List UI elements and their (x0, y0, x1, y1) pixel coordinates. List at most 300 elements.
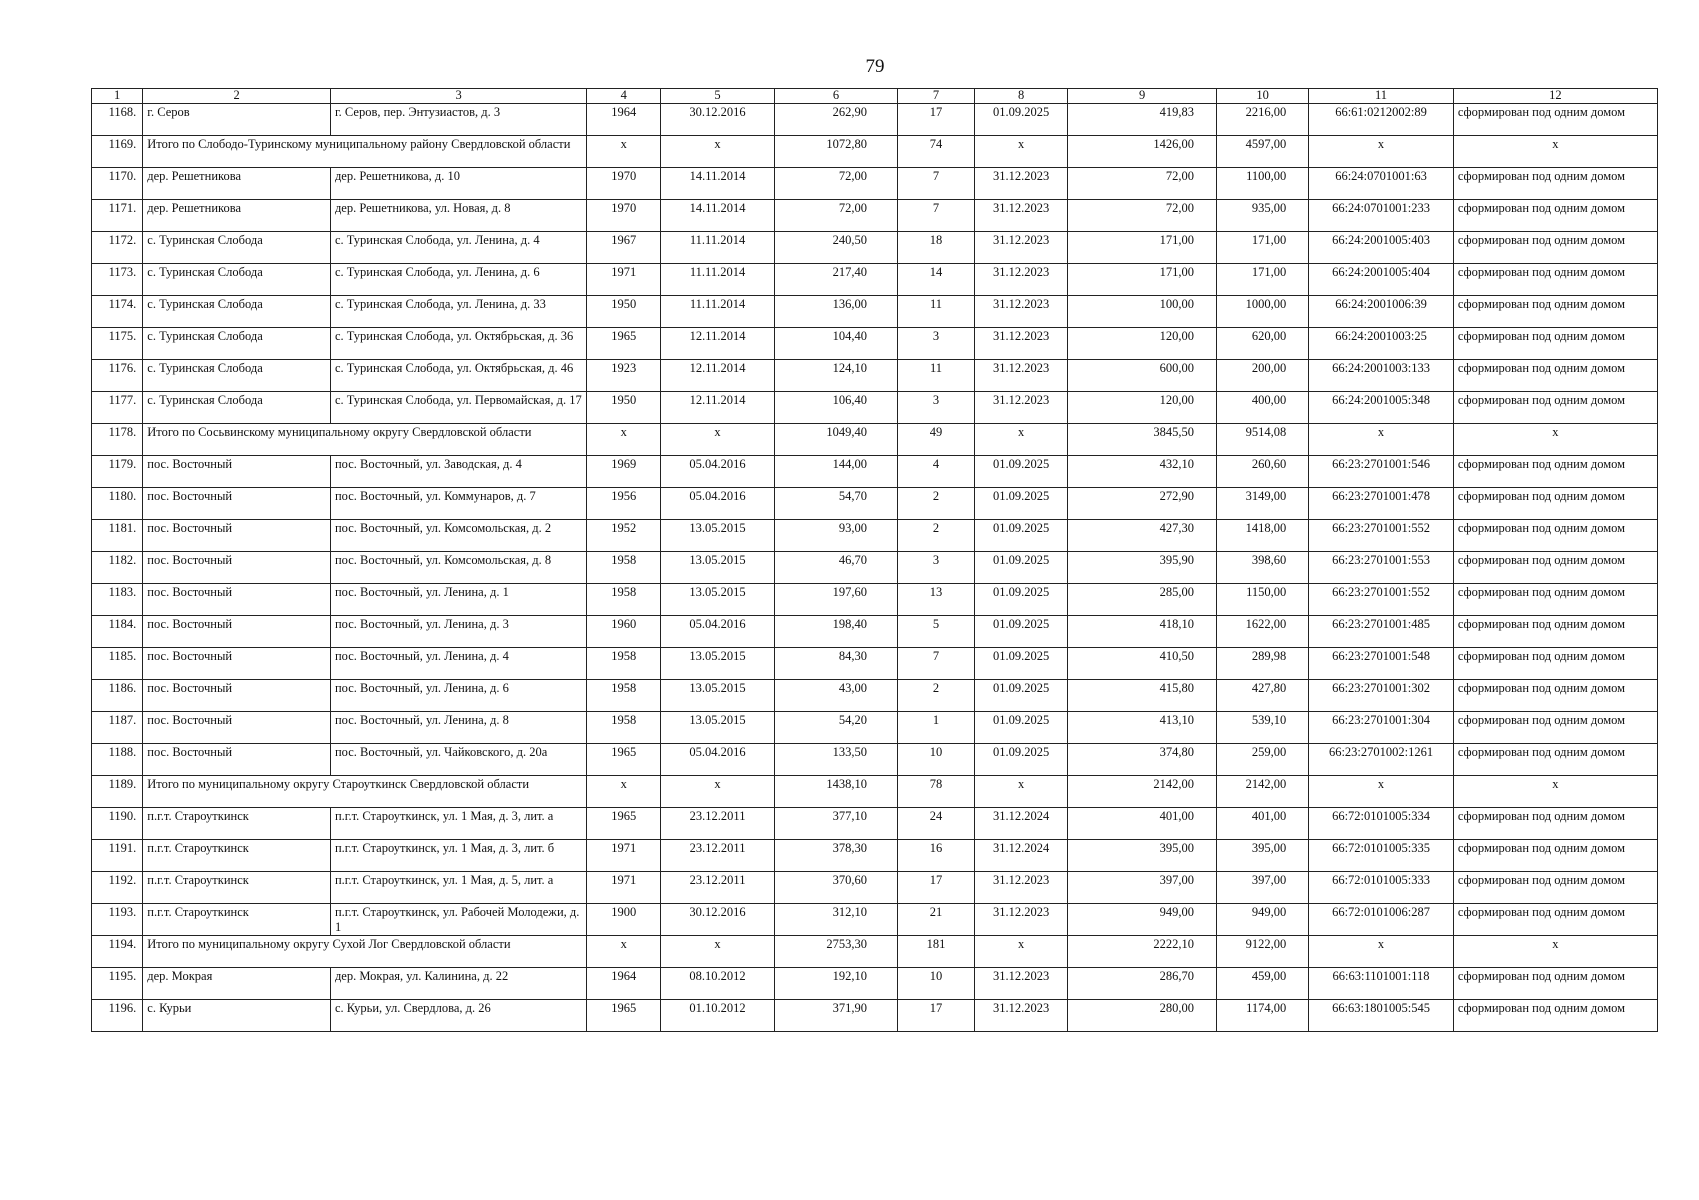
value-col9-cell: 171,00 (1068, 264, 1217, 296)
value-col10-cell: 289,98 (1216, 648, 1308, 680)
deadline-cell: 01.09.2025 (974, 552, 1067, 584)
table-row (92, 168, 1658, 200)
address-cell: с. Туринская Слобода, ул. Октябрьская, д. 46 (330, 360, 586, 392)
value-col10-cell: 397,00 (1216, 872, 1308, 904)
note-cell: x (1453, 936, 1657, 968)
year-cell: 1964 (587, 968, 661, 1000)
housing-table (91, 88, 1658, 1032)
row-number: 1178. (92, 424, 143, 456)
settlement-cell: п.г.т. Староуткинск (143, 808, 331, 840)
row-number: 1179. (92, 456, 143, 488)
residents-cell: 2 (898, 680, 975, 712)
area-cell: 1072,80 (774, 136, 897, 168)
value-col9-cell: 120,00 (1068, 392, 1217, 424)
total-row (92, 776, 1658, 808)
residents-cell: 74 (898, 136, 975, 168)
deadline-cell: 31.12.2024 (974, 840, 1067, 872)
table-row (92, 104, 1658, 136)
note-cell: сформирован под одним домом (1453, 392, 1657, 424)
table-row (92, 744, 1658, 776)
note-cell: x (1453, 424, 1657, 456)
year-cell: 1900 (587, 904, 661, 936)
settlement-cell: пос. Восточный (143, 712, 331, 744)
value-col10-cell: 260,60 (1216, 456, 1308, 488)
deadline-cell: 31.12.2024 (974, 808, 1067, 840)
date-cell: 30.12.2016 (661, 104, 775, 136)
row-number: 1175. (92, 328, 143, 360)
table-row (92, 552, 1658, 584)
row-number: 1169. (92, 136, 143, 168)
cadastral-number-cell: 66:23:2701001:548 (1309, 648, 1454, 680)
value-col9-cell: 2222,10 (1068, 936, 1217, 968)
cadastral-number-cell: 66:72:0101005:333 (1309, 872, 1454, 904)
note-cell: сформирован под одним домом (1453, 296, 1657, 328)
value-col9-cell: 280,00 (1068, 1000, 1217, 1032)
address-cell: пос. Восточный, ул. Ленина, д. 8 (330, 712, 586, 744)
table-row (92, 616, 1658, 648)
date-cell: 13.05.2015 (661, 712, 775, 744)
area-cell: 144,00 (774, 456, 897, 488)
deadline-cell: 31.12.2023 (974, 232, 1067, 264)
value-col10-cell: 935,00 (1216, 200, 1308, 232)
settlement-cell: г. Серов (143, 104, 331, 136)
year-cell: 1958 (587, 648, 661, 680)
deadline-cell: 31.12.2023 (974, 328, 1067, 360)
note-cell: сформирован под одним домом (1453, 200, 1657, 232)
value-col9-cell: 2142,00 (1068, 776, 1217, 808)
deadline-cell: 31.12.2023 (974, 392, 1067, 424)
settlement-cell: п.г.т. Староуткинск (143, 840, 331, 872)
deadline-cell: 31.12.2023 (974, 200, 1067, 232)
area-cell: 2753,30 (774, 936, 897, 968)
row-number: 1177. (92, 392, 143, 424)
total-row (92, 424, 1658, 456)
value-col10-cell: 171,00 (1216, 232, 1308, 264)
date-cell: 01.10.2012 (661, 1000, 775, 1032)
deadline-cell: x (974, 776, 1067, 808)
date-cell: 12.11.2014 (661, 392, 775, 424)
note-cell: сформирован под одним домом (1453, 264, 1657, 296)
row-number: 1170. (92, 168, 143, 200)
year-cell: 1971 (587, 840, 661, 872)
year-cell: x (587, 424, 661, 456)
address-cell: п.г.т. Староуткинск, ул. 1 Мая, д. 3, лит. а (330, 808, 586, 840)
value-col10-cell: 2142,00 (1216, 776, 1308, 808)
value-col9-cell: 419,83 (1068, 104, 1217, 136)
table-row (92, 808, 1658, 840)
date-cell: 11.11.2014 (661, 264, 775, 296)
value-col10-cell: 398,60 (1216, 552, 1308, 584)
page-number: 79 (865, 56, 885, 77)
deadline-cell: 01.09.2025 (974, 680, 1067, 712)
cadastral-number-cell: 66:23:2701001:304 (1309, 712, 1454, 744)
column-header: 2 (143, 89, 331, 104)
cadastral-number-cell: x (1309, 936, 1454, 968)
year-cell: 1967 (587, 232, 661, 264)
row-number: 1173. (92, 264, 143, 296)
value-col9-cell: 949,00 (1068, 904, 1217, 936)
table-row (92, 488, 1658, 520)
row-number: 1168. (92, 104, 143, 136)
row-number: 1192. (92, 872, 143, 904)
residents-cell: 24 (898, 808, 975, 840)
column-header: 7 (898, 89, 975, 104)
deadline-cell: x (974, 424, 1067, 456)
value-col9-cell: 427,30 (1068, 520, 1217, 552)
residents-cell: 11 (898, 360, 975, 392)
date-cell: 12.11.2014 (661, 328, 775, 360)
residents-cell: 78 (898, 776, 975, 808)
cadastral-number-cell: 66:72:0101005:334 (1309, 808, 1454, 840)
value-col9-cell: 171,00 (1068, 232, 1217, 264)
cadastral-number-cell: 66:23:2701001:552 (1309, 584, 1454, 616)
area-cell: 72,00 (774, 168, 897, 200)
year-cell: 1965 (587, 744, 661, 776)
row-number: 1183. (92, 584, 143, 616)
year-cell: 1923 (587, 360, 661, 392)
year-cell: 1971 (587, 872, 661, 904)
area-cell: 124,10 (774, 360, 897, 392)
row-number: 1184. (92, 616, 143, 648)
value-col10-cell: 2216,00 (1216, 104, 1308, 136)
note-cell: сформирован под одним домом (1453, 712, 1657, 744)
address-cell: пос. Восточный, ул. Ленина, д. 4 (330, 648, 586, 680)
settlement-cell: с. Туринская Слобода (143, 392, 331, 424)
note-cell: сформирован под одним домом (1453, 808, 1657, 840)
cadastral-number-cell: x (1309, 424, 1454, 456)
year-cell: x (587, 936, 661, 968)
note-cell: сформирован под одним домом (1453, 520, 1657, 552)
deadline-cell: 01.09.2025 (974, 456, 1067, 488)
note-cell: x (1453, 776, 1657, 808)
settlement-cell: с. Курьи (143, 1000, 331, 1032)
table-row (92, 584, 1658, 616)
row-number: 1185. (92, 648, 143, 680)
year-cell: 1958 (587, 712, 661, 744)
area-cell: 312,10 (774, 904, 897, 936)
row-number: 1196. (92, 1000, 143, 1032)
address-cell: п.г.т. Староуткинск, ул. Рабочей Молодежи, д. 1 (330, 904, 586, 936)
column-header: 10 (1216, 89, 1308, 104)
note-cell: сформирован под одним домом (1453, 872, 1657, 904)
cadastral-number-cell: 66:23:2701001:478 (1309, 488, 1454, 520)
residents-cell: 49 (898, 424, 975, 456)
settlement-cell: с. Туринская Слобода (143, 264, 331, 296)
address-cell: пос. Восточный, ул. Ленина, д. 3 (330, 616, 586, 648)
deadline-cell: 01.09.2025 (974, 520, 1067, 552)
table-row (92, 200, 1658, 232)
area-cell: 198,40 (774, 616, 897, 648)
address-cell: пос. Восточный, ул. Комсомольская, д. 8 (330, 552, 586, 584)
value-col9-cell: 432,10 (1068, 456, 1217, 488)
note-cell: сформирован под одним домом (1453, 680, 1657, 712)
date-cell: 05.04.2016 (661, 744, 775, 776)
area-cell: 106,40 (774, 392, 897, 424)
value-col10-cell: 620,00 (1216, 328, 1308, 360)
area-cell: 84,30 (774, 648, 897, 680)
value-col9-cell: 395,90 (1068, 552, 1217, 584)
date-cell: 30.12.2016 (661, 904, 775, 936)
cadastral-number-cell: 66:24:2001005:404 (1309, 264, 1454, 296)
area-cell: 1049,40 (774, 424, 897, 456)
area-cell: 136,00 (774, 296, 897, 328)
value-col9-cell: 413,10 (1068, 712, 1217, 744)
deadline-cell: 01.09.2025 (974, 488, 1067, 520)
deadline-cell: 31.12.2023 (974, 360, 1067, 392)
deadline-cell: 01.09.2025 (974, 712, 1067, 744)
date-cell: 13.05.2015 (661, 520, 775, 552)
date-cell: x (661, 936, 775, 968)
year-cell: 1958 (587, 584, 661, 616)
value-col10-cell: 401,00 (1216, 808, 1308, 840)
value-col9-cell: 286,70 (1068, 968, 1217, 1000)
deadline-cell: x (974, 936, 1067, 968)
area-cell: 262,90 (774, 104, 897, 136)
area-cell: 371,90 (774, 1000, 897, 1032)
row-number: 1174. (92, 296, 143, 328)
column-header: 6 (774, 89, 897, 104)
value-col10-cell: 9514,08 (1216, 424, 1308, 456)
row-number: 1189. (92, 776, 143, 808)
residents-cell: 1 (898, 712, 975, 744)
note-cell: сформирован под одним домом (1453, 840, 1657, 872)
year-cell: 1965 (587, 808, 661, 840)
note-cell: сформирован под одним домом (1453, 104, 1657, 136)
deadline-cell: 31.12.2023 (974, 168, 1067, 200)
year-cell: 1970 (587, 168, 661, 200)
year-cell: 1952 (587, 520, 661, 552)
value-col9-cell: 401,00 (1068, 808, 1217, 840)
settlement-cell: пос. Восточный (143, 680, 331, 712)
residents-cell: 5 (898, 616, 975, 648)
note-cell: сформирован под одним домом (1453, 232, 1657, 264)
total-title-cell: Итого по муниципальному округу Сухой Лог Свердловской области (143, 936, 587, 968)
row-number: 1188. (92, 744, 143, 776)
table-row (92, 328, 1658, 360)
value-col9-cell: 120,00 (1068, 328, 1217, 360)
year-cell: 1964 (587, 104, 661, 136)
row-number: 1180. (92, 488, 143, 520)
cadastral-number-cell: 66:24:2001003:25 (1309, 328, 1454, 360)
settlement-cell: с. Туринская Слобода (143, 232, 331, 264)
address-cell: пос. Восточный, ул. Чайковского, д. 20а (330, 744, 586, 776)
note-cell: сформирован под одним домом (1453, 488, 1657, 520)
value-col10-cell: 949,00 (1216, 904, 1308, 936)
total-row (92, 936, 1658, 968)
cadastral-number-cell: 66:23:2701002:1261 (1309, 744, 1454, 776)
deadline-cell: 01.09.2025 (974, 616, 1067, 648)
column-header: 12 (1453, 89, 1657, 104)
area-cell: 217,40 (774, 264, 897, 296)
row-number: 1193. (92, 904, 143, 936)
date-cell: 13.05.2015 (661, 584, 775, 616)
settlement-cell: п.г.т. Староуткинск (143, 872, 331, 904)
date-cell: 13.05.2015 (661, 648, 775, 680)
table-row (92, 712, 1658, 744)
residents-cell: 4 (898, 456, 975, 488)
address-cell: пос. Восточный, ул. Заводская, д. 4 (330, 456, 586, 488)
year-cell: 1965 (587, 328, 661, 360)
date-cell: 23.12.2011 (661, 872, 775, 904)
address-cell: с. Туринская Слобода, ул. Ленина, д. 4 (330, 232, 586, 264)
residents-cell: 16 (898, 840, 975, 872)
year-cell: x (587, 776, 661, 808)
cadastral-number-cell: 66:24:2001003:133 (1309, 360, 1454, 392)
settlement-cell: пос. Восточный (143, 488, 331, 520)
year-cell: 1971 (587, 264, 661, 296)
deadline-cell: 31.12.2023 (974, 968, 1067, 1000)
date-cell: x (661, 424, 775, 456)
date-cell: 13.05.2015 (661, 552, 775, 584)
address-cell: с. Туринская Слобода, ул. Ленина, д. 33 (330, 296, 586, 328)
settlement-cell: п.г.т. Староуткинск (143, 904, 331, 936)
residents-cell: 17 (898, 1000, 975, 1032)
year-cell: 1958 (587, 680, 661, 712)
area-cell: 240,50 (774, 232, 897, 264)
address-cell: дер. Решетникова, ул. Новая, д. 8 (330, 200, 586, 232)
value-col10-cell: 539,10 (1216, 712, 1308, 744)
value-col10-cell: 200,00 (1216, 360, 1308, 392)
cadastral-number-cell: 66:24:2001006:39 (1309, 296, 1454, 328)
note-cell: сформирован под одним домом (1453, 616, 1657, 648)
cadastral-number-cell: 66:61:0212002:89 (1309, 104, 1454, 136)
cadastral-number-cell: 66:23:2701001:546 (1309, 456, 1454, 488)
table-row (92, 968, 1658, 1000)
address-cell: пос. Восточный, ул. Комсомольская, д. 2 (330, 520, 586, 552)
address-cell: с. Туринская Слобода, ул. Ленина, д. 6 (330, 264, 586, 296)
address-cell: п.г.т. Староуткинск, ул. 1 Мая, д. 5, лит. а (330, 872, 586, 904)
note-cell: x (1453, 136, 1657, 168)
year-cell: 1970 (587, 200, 661, 232)
residents-cell: 7 (898, 648, 975, 680)
cadastral-number-cell: x (1309, 776, 1454, 808)
total-row (92, 136, 1658, 168)
area-cell: 197,60 (774, 584, 897, 616)
column-header: 3 (330, 89, 586, 104)
residents-cell: 21 (898, 904, 975, 936)
value-col10-cell: 9122,00 (1216, 936, 1308, 968)
residents-cell: 3 (898, 328, 975, 360)
year-cell: 1950 (587, 296, 661, 328)
deadline-cell: x (974, 136, 1067, 168)
date-cell: 13.05.2015 (661, 680, 775, 712)
address-cell: дер. Мокрая, ул. Калинина, д. 22 (330, 968, 586, 1000)
table-row (92, 392, 1658, 424)
value-col9-cell: 395,00 (1068, 840, 1217, 872)
residents-cell: 11 (898, 296, 975, 328)
total-title-cell: Итого по муниципальному округу Староуткинск Свердловской области (143, 776, 587, 808)
table-row (92, 1000, 1658, 1032)
settlement-cell: пос. Восточный (143, 616, 331, 648)
column-header: 5 (661, 89, 775, 104)
address-cell: пос. Восточный, ул. Ленина, д. 6 (330, 680, 586, 712)
value-col10-cell: 1174,00 (1216, 1000, 1308, 1032)
settlement-cell: с. Туринская Слобода (143, 296, 331, 328)
value-col9-cell: 1426,00 (1068, 136, 1217, 168)
date-cell: 11.11.2014 (661, 296, 775, 328)
settlement-cell: пос. Восточный (143, 520, 331, 552)
address-cell: п.г.т. Староуткинск, ул. 1 Мая, д. 3, лит. б (330, 840, 586, 872)
row-number: 1181. (92, 520, 143, 552)
settlement-cell: пос. Восточный (143, 456, 331, 488)
table-row (92, 840, 1658, 872)
area-cell: 1438,10 (774, 776, 897, 808)
table-row (92, 296, 1658, 328)
date-cell: 14.11.2014 (661, 168, 775, 200)
area-cell: 72,00 (774, 200, 897, 232)
residents-cell: 17 (898, 104, 975, 136)
settlement-cell: пос. Восточный (143, 552, 331, 584)
cadastral-number-cell: 66:24:0701001:63 (1309, 168, 1454, 200)
value-col9-cell: 3845,50 (1068, 424, 1217, 456)
cadastral-number-cell: 66:23:2701001:553 (1309, 552, 1454, 584)
address-cell: с. Курьи, ул. Свердлова, д. 26 (330, 1000, 586, 1032)
column-header: 8 (974, 89, 1067, 104)
value-col10-cell: 1150,00 (1216, 584, 1308, 616)
value-col10-cell: 427,80 (1216, 680, 1308, 712)
residents-cell: 2 (898, 488, 975, 520)
area-cell: 54,70 (774, 488, 897, 520)
residents-cell: 7 (898, 168, 975, 200)
table-row (92, 232, 1658, 264)
table-row (92, 680, 1658, 712)
settlement-cell: пос. Восточный (143, 584, 331, 616)
date-cell: 23.12.2011 (661, 808, 775, 840)
address-cell: с. Туринская Слобода, ул. Первомайская, д. 17 (330, 392, 586, 424)
residents-cell: 18 (898, 232, 975, 264)
total-title-cell: Итого по Слободо-Туринскому муниципальному району Свердловской области (143, 136, 587, 168)
column-header: 9 (1068, 89, 1217, 104)
cadastral-number-cell: 66:23:2701001:552 (1309, 520, 1454, 552)
date-cell: 08.10.2012 (661, 968, 775, 1000)
value-col10-cell: 3149,00 (1216, 488, 1308, 520)
table-body (92, 89, 1658, 1032)
date-cell: 11.11.2014 (661, 232, 775, 264)
value-col9-cell: 415,80 (1068, 680, 1217, 712)
table-row (92, 264, 1658, 296)
year-cell: 1958 (587, 552, 661, 584)
deadline-cell: 31.12.2023 (974, 1000, 1067, 1032)
value-col9-cell: 72,00 (1068, 168, 1217, 200)
cadastral-number-cell: 66:63:1101001:118 (1309, 968, 1454, 1000)
row-number: 1194. (92, 936, 143, 968)
value-col10-cell: 1000,00 (1216, 296, 1308, 328)
residents-cell: 10 (898, 968, 975, 1000)
note-cell: сформирован под одним домом (1453, 584, 1657, 616)
residents-cell: 3 (898, 552, 975, 584)
row-number: 1187. (92, 712, 143, 744)
area-cell: 377,10 (774, 808, 897, 840)
table-row (92, 648, 1658, 680)
residents-cell: 181 (898, 936, 975, 968)
residents-cell: 7 (898, 200, 975, 232)
area-cell: 54,20 (774, 712, 897, 744)
note-cell: сформирован под одним домом (1453, 968, 1657, 1000)
deadline-cell: 01.09.2025 (974, 648, 1067, 680)
value-col9-cell: 418,10 (1068, 616, 1217, 648)
row-number: 1176. (92, 360, 143, 392)
cadastral-number-cell: 66:23:2701001:302 (1309, 680, 1454, 712)
row-number: 1186. (92, 680, 143, 712)
note-cell: сформирован под одним домом (1453, 744, 1657, 776)
area-cell: 370,60 (774, 872, 897, 904)
table-row (92, 456, 1658, 488)
address-cell: пос. Восточный, ул. Ленина, д. 1 (330, 584, 586, 616)
address-cell: с. Туринская Слобода, ул. Октябрьская, д. 36 (330, 328, 586, 360)
table-row (92, 904, 1658, 936)
row-number: 1190. (92, 808, 143, 840)
cadastral-number-cell: 66:24:0701001:233 (1309, 200, 1454, 232)
